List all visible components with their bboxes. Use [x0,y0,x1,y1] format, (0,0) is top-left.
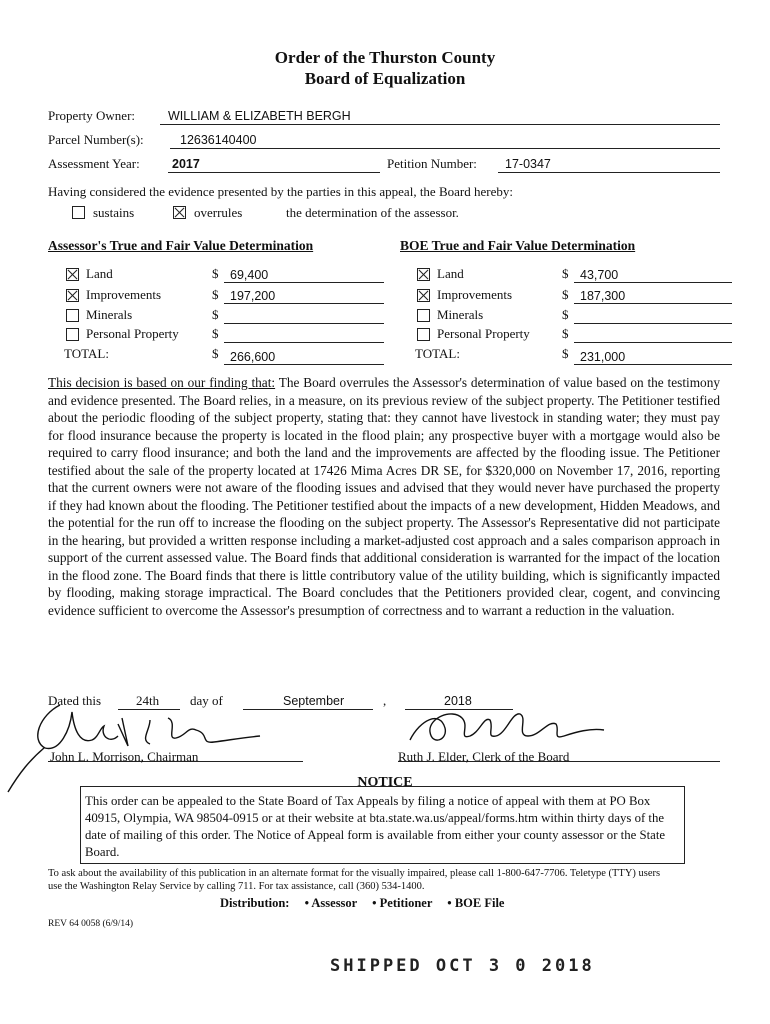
assessor-row-line [224,323,384,324]
owner-line [160,124,720,125]
boe-total-line [574,364,732,365]
distribution-assessor: Assessor [311,896,357,910]
boe-checkbox-3 [417,328,430,341]
boe-row-label: Improvements [437,287,513,302]
assessor-row-label: Minerals [86,307,133,322]
boe-heading: BOE True and Fair Value Determination [400,238,636,253]
assessor-row-value: 69,400 [230,268,269,282]
boe-row-label: Minerals [437,307,484,322]
revision-code: REV 64 0058 (6/9/14) [48,919,134,929]
assessor-total-label: TOTAL: [64,346,109,361]
assessor-row-value: 197,200 [230,289,276,303]
sustains-checkbox [72,206,85,219]
boe-total-currency: $ [562,346,569,361]
distribution-label: Distribution: [220,896,290,910]
assessor-row-line [224,342,384,343]
assessor-heading: Assessor's True and Fair Value Determination [48,238,314,253]
boe-row-currency: $ [562,266,569,281]
boe-checkbox-0 [417,268,430,281]
decision-tail: the determination of the assessor. [286,205,459,220]
assessor-row-currency: $ [212,266,219,281]
boe-row-value: 187,300 [580,289,626,303]
boe-checkbox-2 [417,309,430,322]
dated-year: 2018 [444,694,472,708]
dated-day: 24th [136,693,160,708]
boe-row-line [574,323,732,324]
year-label: Assessment Year: [48,156,140,171]
distribution-line: Distribution: • Assessor • Petitioner • BOE File [220,896,505,910]
boe-row-label: Land [437,266,464,281]
dated-comma: , [383,693,387,708]
petition-line [498,172,720,173]
assessor-checkbox-1 [66,289,79,302]
assessor-row-currency: $ [212,287,219,302]
owner-label: Property Owner: [48,108,136,123]
distribution-petitioner: Petitioner [379,896,433,910]
assessor-row-label: Improvements [86,287,162,302]
notice-box [80,786,685,864]
boe-row-label: Personal Property [437,326,530,341]
shipped-stamp: SHIPPED OCT 3 0 2018 [330,956,595,976]
year-line [168,172,380,173]
assessor-row-line [224,282,384,283]
assessor-checkbox-2 [66,309,79,322]
owner-value: WILLIAM & ELIZABETH BERGH [168,109,351,123]
finding-body: The Board overrules the Assessor's determination of value based on the testimony and evidence presented. The Board relies, in a measure, on its previous review of the subject property. The Petitioner testified about the periodic flooding of the subject property, stating that: they cannot have livestock in standing water; they must pay for flood insurance because the property is located in the flood plain; any prospective buyer with a mortgage would also be required to carry flood insurance; and both the land and the improvements are affected by the flooding issue. The Petitioner testified about the sale of the property located at 17426 Mima Acres DR SE, for $320,000 on November 17, 2016, reporting that the current owners were not aware of the flooding issues and advised that they would never have purchased the property if they had known about the flooding. The Petitioner testified about the impacts of a new development, Hidden Meadows, and the potential for the run off to increase the flooding on the subject property. The Assessor's Representative did not participate in the hearing, but provided a written response including a market-adjusted cost approach and a sales comparison approach in support of the current assessed value. The Board finds that additional consideration is warranted for the impact of the location in the flood zone. The Board finds that there is little contributory value of the utility building, which is significantly impacted by flooding, making storage impractical. The Board concludes that the Petitioners provided clear, cogent, and convincing evidence sufficient to overcome the Assessor's presumption of correctness and to warrant a reduction in the valuation. [48,375,720,618]
sustains-label: sustains [93,205,135,220]
boe-row-currency: $ [562,307,569,322]
year-value: 2017 [172,157,200,171]
assessor-checkbox-3 [66,328,79,341]
boe-row-value: 43,700 [580,268,619,282]
parcel-line [170,148,720,149]
assessor-row-label: Land [86,266,113,281]
petition-value: 17-0347 [505,157,551,171]
boe-total-value: 231,000 [580,350,626,364]
clerk-signature [410,714,604,740]
dated-month: September [283,694,345,708]
notice-heading: NOTICE [357,775,413,790]
assessor-total-currency: $ [212,346,219,361]
decision-intro: Having considered the evidence presented by the parties in this appeal, the Board hereby: [48,184,513,199]
assessor-total-value: 266,600 [230,350,276,364]
finding-paragraph [48,374,720,619]
petition-label: Petition Number: [387,156,477,171]
accessibility-note: To ask about the availability of this publication in an alternate format for the visually impaired, please call 1-800-647-7706. Teletype (TTY) users use the Washington Relay Service by calling 711. For tax assistance, call (360) 534-1400. [48,868,661,892]
boe-checkbox-1 [417,289,430,302]
parcel-label: Parcel Number(s): [48,132,144,147]
dated-day-of: day of [190,693,223,708]
chair-name: John L. Morrison, Chairman [50,749,199,764]
assessor-row-label: Personal Property [86,326,179,341]
parcel-value: 12636140400 [180,133,257,147]
overrules-label: overrules [194,205,243,220]
boe-row-currency: $ [562,287,569,302]
overrules-checkbox [173,206,186,219]
document-title-line1: Order of the Thurston County [274,48,496,67]
assessor-row-line [224,303,384,304]
notice-body: This order can be appealed to the State Board of Tax Appeals by filing a notice of appeal with them at PO Box 40915, Olympia, WA 98504-0915 or at their website at bta.state.wa.us/appeal/forms.htm within thirty days of the date of mailing of this order. The Notice of Appeal form is available from either your county assessor or the State Board. [85,794,666,859]
document-title-line2: Board of Equalization [304,69,466,88]
clerk-name: Ruth J. Elder, Clerk of the Board [398,749,570,764]
finding-lead: This decision is based on our finding that: [48,375,276,390]
boe-row-line [574,282,732,283]
assessor-checkbox-0 [66,268,79,281]
assessor-row-currency: $ [212,307,219,322]
assessor-total-line [224,364,384,365]
assessor-row-currency: $ [212,326,219,341]
boe-total-label: TOTAL: [415,346,460,361]
dated-prefix: Dated this [48,693,102,708]
distribution-boe-file: BOE File [454,896,505,910]
boe-row-currency: $ [562,326,569,341]
boe-row-line [574,303,732,304]
boe-row-line [574,342,732,343]
